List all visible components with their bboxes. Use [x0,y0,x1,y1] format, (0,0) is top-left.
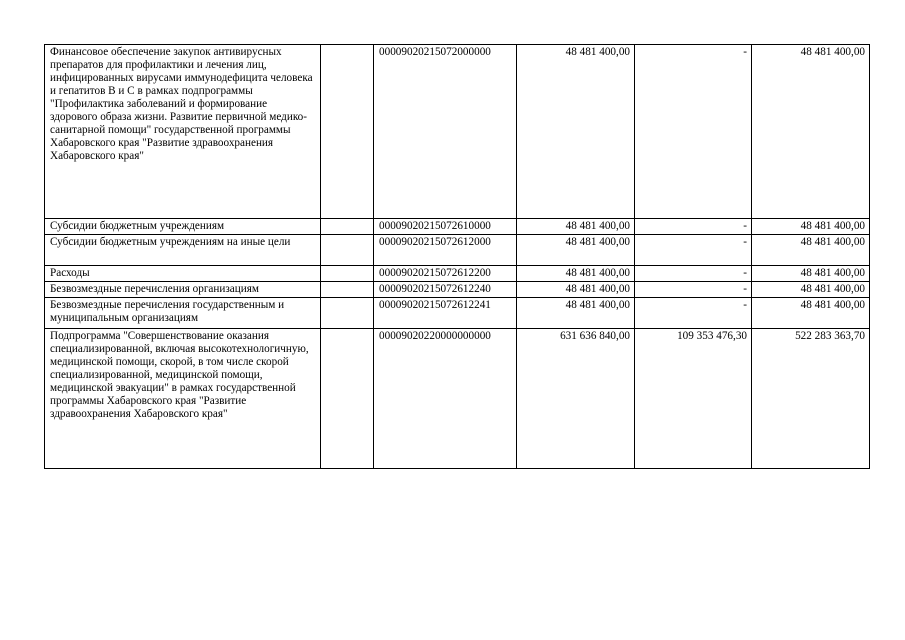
table-row [45,235,870,266]
row-remaining-cell: 48 481 400,00 [752,282,870,298]
row-code-cell: 00009020215072612200 [374,266,517,282]
row-approved-cell: 48 481 400,00 [517,219,635,235]
row-code-cell: 00009020215072612000 [374,235,517,266]
row-executed-cell: - [635,298,752,329]
row-remaining-cell: 48 481 400,00 [752,266,870,282]
row-executed-cell: - [635,266,752,282]
table-row [45,219,870,235]
table-row [45,266,870,282]
row-extra-cell [321,266,374,282]
table-row [45,329,870,469]
row-approved-cell: 48 481 400,00 [517,45,635,219]
row-approved-cell: 48 481 400,00 [517,235,635,266]
row-remaining-cell: 522 283 363,70 [752,329,870,469]
row-extra-cell [321,235,374,266]
row-name-cell: Субсидии бюджетным учреждениям на иные цели [45,235,321,266]
row-name-cell: Расходы [45,266,321,282]
row-code-cell: 00009020215072610000 [374,219,517,235]
row-name-cell: Безвозмездные перечисления организациям [45,282,321,298]
row-executed-cell: - [635,282,752,298]
row-extra-cell [321,282,374,298]
table-row [45,298,870,329]
row-approved-cell: 631 636 840,00 [517,329,635,469]
row-remaining-cell: 48 481 400,00 [752,45,870,219]
row-extra-cell [321,329,374,469]
row-name-cell: Подпрограмма "Совершенствование оказания специализированной, включая высокотехнологичную, медицинской помощи, скорой, в том числе скорой специализированной, медицинской помощи, медицинской эвакуации" в рамках государственной программы Хабаровского края "Развитие здравоохранения Хабаровского края" [45,329,321,469]
row-code-cell: 00009020215072000000 [374,45,517,219]
budget-execution-table [44,44,870,469]
row-approved-cell: 48 481 400,00 [517,282,635,298]
row-name-cell: Финансовое обеспечение закупок антивирусных препаратов для профилактики и лечения лиц, инфицированных вирусами иммунодефицита человека и гепатитов В и С в рамках подпрограммы "Профилактика заболеваний и формирование здорового образа жизни. Развитие первичной медико-санитарной помощи" государственной программы Хабаровского края "Развитие здравоохранения Хабаровского края" [45,45,321,219]
row-approved-cell: 48 481 400,00 [517,266,635,282]
row-executed-cell: - [635,219,752,235]
row-remaining-cell: 48 481 400,00 [752,235,870,266]
row-name-cell: Безвозмездные перечисления государственным и муниципальным организациям [45,298,321,329]
row-remaining-cell: 48 481 400,00 [752,219,870,235]
row-extra-cell [321,219,374,235]
row-code-cell: 00009020215072612241 [374,298,517,329]
row-executed-cell: - [635,235,752,266]
row-extra-cell [321,45,374,219]
row-remaining-cell: 48 481 400,00 [752,298,870,329]
row-code-cell: 00009020220000000000 [374,329,517,469]
row-executed-cell: - [635,45,752,219]
table-row [45,45,870,219]
row-approved-cell: 48 481 400,00 [517,298,635,329]
row-name-cell: Субсидии бюджетным учреждениям [45,219,321,235]
row-code-cell: 00009020215072612240 [374,282,517,298]
row-extra-cell [321,298,374,329]
table-row [45,282,870,298]
row-executed-cell: 109 353 476,30 [635,329,752,469]
